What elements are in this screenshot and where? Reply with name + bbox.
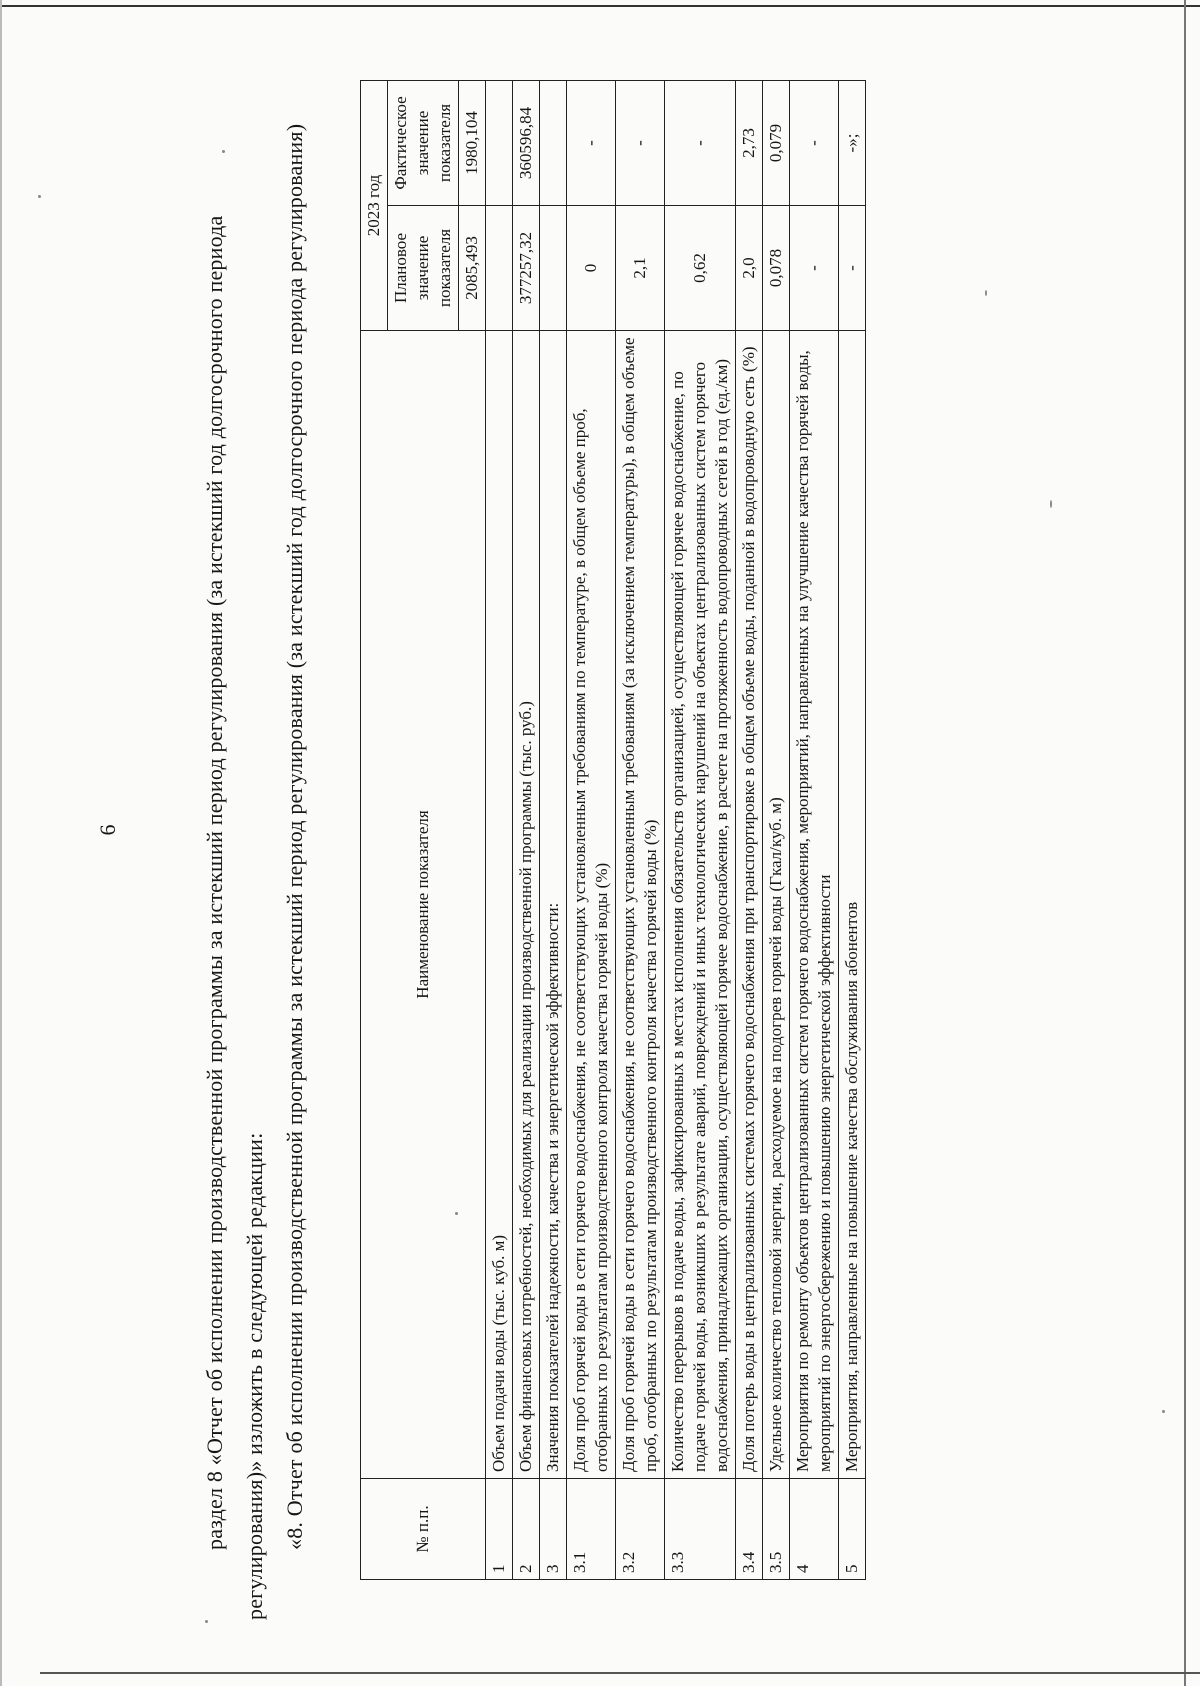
header-num: № п.п. [361, 1479, 486, 1580]
row-name: Количество перерывов в подаче воды, зафиксированных в местах исполнения обязательств организацией, осуществляющей горячее водоснабжение, по подаче горячей воды, возникших в результате аварий, повреждений и иных технологических нарушений на объектах централизованных систем горячего водоснабжения, принадлежащих организации, осуществляющей горячее водоснабжение, в расчете на протяженность водопроводных сетей в год (ед./км) [665, 331, 736, 1479]
row-actual-empty [486, 81, 513, 206]
row-planned [540, 206, 567, 331]
row-actual [540, 81, 567, 206]
table-row [763, 81, 790, 1580]
row-name: Удельное количество тепловой энергии, расходуемое на подогрев горячей воды (Гкал/куб. м) [763, 331, 790, 1479]
row-num: 2 [513, 1479, 540, 1580]
header-actual: Фактическое значение показателя [388, 81, 459, 206]
row-planned: 0,078 [763, 206, 790, 331]
table-row [665, 81, 736, 1580]
row-actual: - [567, 81, 616, 206]
scan-edge-top [0, 5, 1200, 7]
row-actual: - [790, 81, 839, 206]
row-1-planned: 2085,493 [459, 206, 486, 331]
table-row [736, 81, 763, 1580]
row-1-actual: 1980,104 [459, 81, 486, 206]
indicators-table [360, 80, 866, 1580]
table-row [540, 81, 567, 1580]
row-planned: - [839, 206, 866, 331]
row-actual: 2,73 [736, 81, 763, 206]
row-actual: 360596,84 [513, 81, 540, 206]
row-num: 3.5 [763, 1479, 790, 1580]
scan-edge-left [0, 0, 2, 1686]
scan-edge-bottom [40, 1672, 1200, 1674]
rotated-content [95, 40, 1155, 1620]
intro-text [195, 60, 315, 1620]
row-planned: - [790, 206, 839, 331]
scan-speck [205, 1620, 208, 1623]
row-num: 1 [486, 1479, 513, 1580]
row-planned: 2,1 [616, 206, 665, 331]
row-num: 3.3 [665, 1479, 736, 1580]
table-header-row [361, 81, 388, 1580]
scan-speck [1162, 1410, 1165, 1413]
row-name: Объем подачи воды (тыс. куб. м) [486, 331, 513, 1479]
row-planned: 377257,32 [513, 206, 540, 331]
table-row [513, 81, 540, 1580]
table-row [486, 81, 513, 1580]
intro-paragraph-1: раздел 8 «Отчет об исполнении производственной программы за истекший период регулирования (за истекший год долгосрочного периода регулирования)» изложить в следующей редакции: [202, 215, 267, 1620]
intro-paragraph-2: «8. Отчет об исполнении производственной программы за истекший период регулирования (за истекший год долгосрочного периода регулирования) [282, 123, 307, 1550]
table-row [567, 81, 616, 1580]
row-planned: 2,0 [736, 206, 763, 331]
scan-speck [38, 195, 41, 198]
row-name: Мероприятия, направленные на повышение качества обслуживания абонентов [839, 331, 866, 1479]
header-name: Наименование показателя [361, 331, 486, 1479]
row-actual: - [665, 81, 736, 206]
row-num: 3.4 [736, 1479, 763, 1580]
row-name: Доля проб горячей воды в сети горячего водоснабжения, не соответствующих установленным требованиям (за исключением температуры), в общем объеме проб, отобранных по результатам производственного контроля качества горячей воды (%) [616, 331, 665, 1479]
row-planned-empty [486, 206, 513, 331]
row-num: 3 [540, 1479, 567, 1580]
row-name: Мероприятия по ремонту объектов централизованных систем горячего водоснабжения, мероприятий, направленных на улучшение качества горячей воды, мероприятий по энергосбережению и повышению энергетической эффективности [790, 331, 839, 1479]
row-actual: - [616, 81, 665, 206]
scan-edge-right [1184, 0, 1186, 1686]
row-name: Доля потерь воды в централизованных системах горячего водоснабжения при транспортировке в общем объеме воды, поданной в водопроводную сеть (%) [736, 331, 763, 1479]
row-num: 4 [790, 1479, 839, 1580]
row-name: Доля проб горячей воды в сети горячего водоснабжения, не соответствующих установленным требованиям по температуре, в общем объеме проб, отобранных по результатам производственного контроля качества горячей воды (%) [567, 331, 616, 1479]
row-num: 3.2 [616, 1479, 665, 1580]
row-actual: -»; [839, 81, 866, 206]
row-planned: 0,62 [665, 206, 736, 331]
table-row [790, 81, 839, 1580]
row-planned: 0 [567, 206, 616, 331]
table-row [839, 81, 866, 1580]
row-actual: 0,079 [763, 81, 790, 206]
row-num: 5 [839, 1479, 866, 1580]
row-name: Объем финансовых потребностей, необходимых для реализации производственной программы (тыс. руб.) [513, 331, 540, 1479]
header-year: 2023 год [361, 81, 388, 331]
page-number: 6 [95, 824, 120, 836]
table-row [616, 81, 665, 1580]
row-name: Значения показателей надежности, качества и энергетической эффективности: [540, 331, 567, 1479]
row-num: 3.1 [567, 1479, 616, 1580]
header-planned: Плановое значение показателя [388, 206, 459, 331]
